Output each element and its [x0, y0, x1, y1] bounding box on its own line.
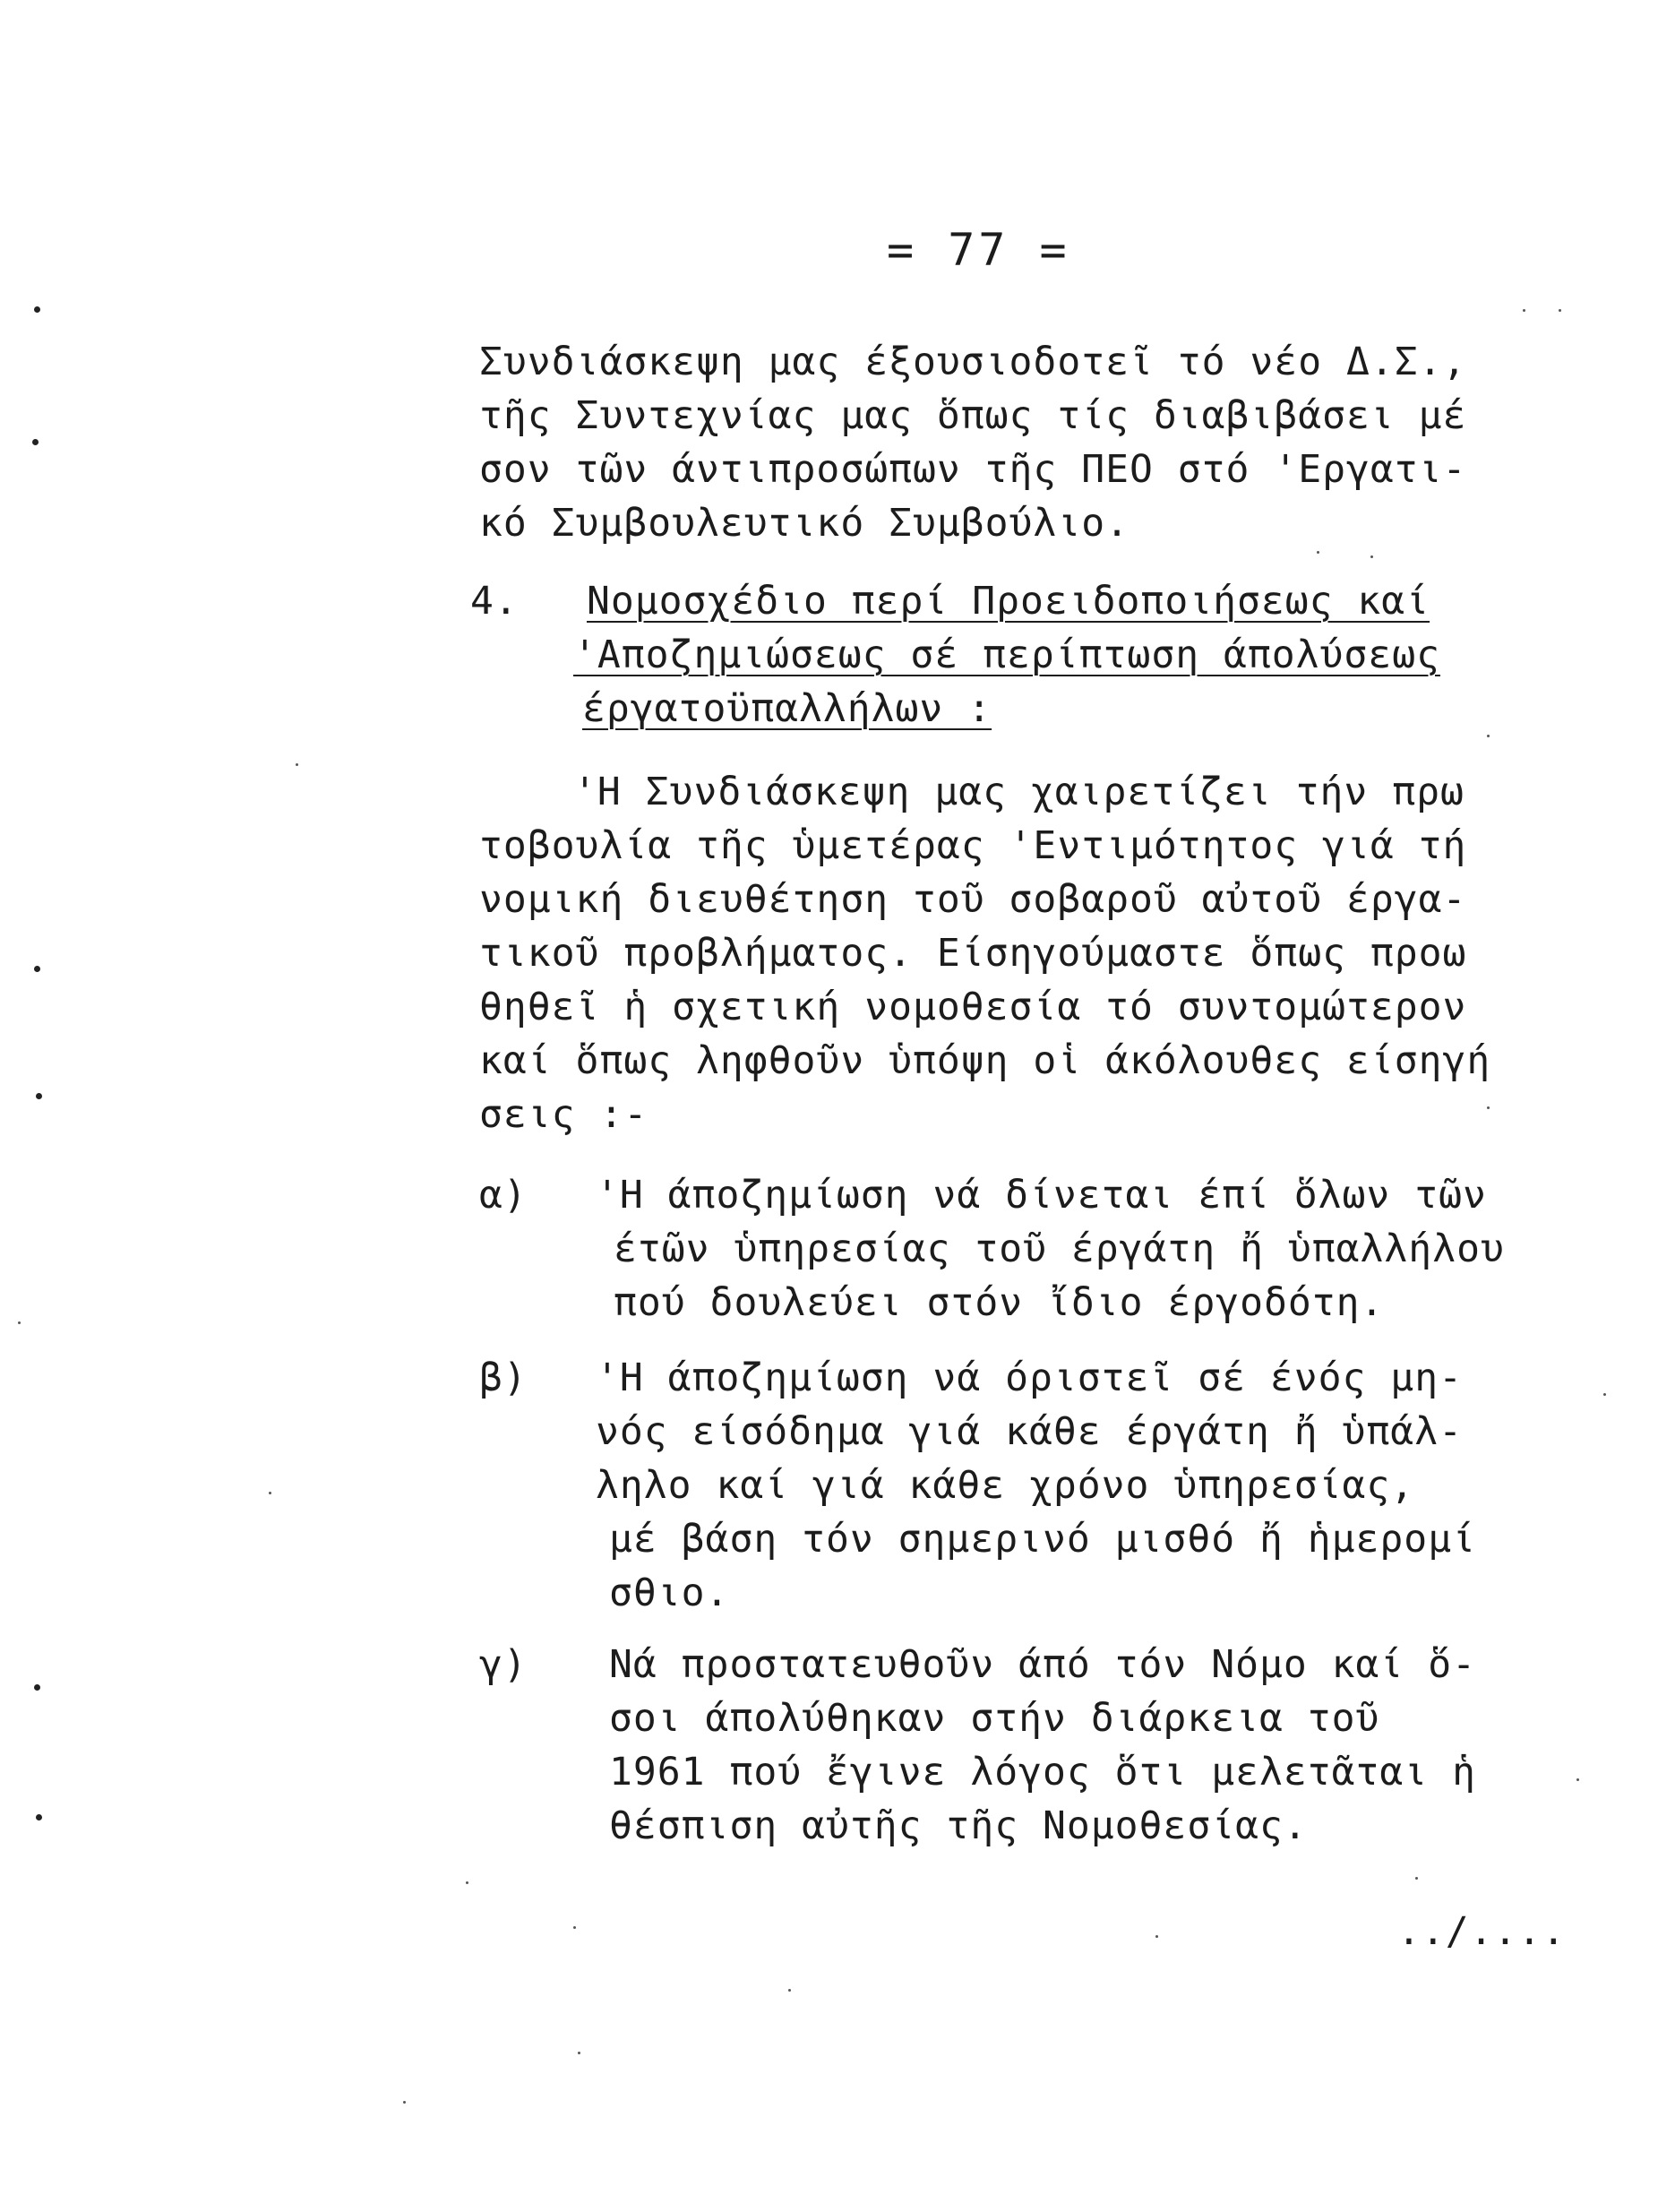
- scan-speck: [296, 763, 298, 766]
- item-marker: β): [479, 1356, 528, 1400]
- item-line: 'Η άποζημίωση νά όριστεῖ σέ ένός μη-: [596, 1356, 1463, 1400]
- margin-mark: [36, 1093, 42, 1099]
- paragraph-line: νομική διευθέτηση τοῦ σοβαροῦ αὐτοῦ έργα-: [479, 877, 1467, 922]
- item-marker: α): [479, 1173, 528, 1218]
- scan-speck: [788, 1989, 791, 1992]
- item-line: έτῶν ὑπηρεσίας τοῦ έργάτη ἤ ὑπαλλήλου: [614, 1226, 1505, 1271]
- item-line: σθιο.: [609, 1571, 730, 1615]
- intro-line: κό Συμβουλευτικό Συμβούλιο.: [479, 501, 1130, 546]
- paragraph-line: σεις :-: [479, 1092, 649, 1137]
- scan-speck: [1576, 1778, 1579, 1781]
- scan-speck: [573, 1926, 576, 1929]
- item-line: νός είσόδημα γιά κάθε έργάτη ἤ ὑπάλ-: [596, 1409, 1463, 1454]
- item-line: πού δουλεύει στόν ἴδιο έργοδότη.: [614, 1280, 1385, 1325]
- intro-line: Συνδιάσκεψη μας έξουσιοδοτεῖ τό νέο Δ.Σ.,: [479, 340, 1467, 384]
- scan-speck: [1155, 1935, 1158, 1938]
- section-title-line: Νομοσχέδιο περί Προειδοποιήσεως καί: [587, 579, 1430, 624]
- margin-mark: [32, 439, 39, 445]
- item-line: ληλο καί γιά κάθε χρόνο ὑπηρεσίας,: [596, 1463, 1415, 1508]
- scan-speck: [1487, 735, 1490, 737]
- scan-speck: [269, 1492, 271, 1494]
- paragraph-line: θηθεῖ ἡ σχετική νομοθεσία τό συντομώτερον: [479, 985, 1467, 1029]
- continuation-marker: ../....: [1397, 1909, 1567, 1954]
- scan-speck: [1487, 1106, 1490, 1109]
- scan-speck: [1603, 1393, 1606, 1396]
- scan-speck: [403, 2101, 406, 2104]
- paragraph-line: 'Η Συνδιάσκεψη μας χαιρετίζει τήν πρω: [573, 770, 1465, 814]
- margin-mark: [36, 1814, 42, 1820]
- scan-speck: [18, 1321, 21, 1324]
- item-line: 'Η άποζημίωση νά δίνεται έπί ὅλων τῶν: [596, 1173, 1487, 1218]
- margin-mark: [34, 306, 40, 313]
- intro-line: τῆς Συντεχνίας μας ὅπως τίς διαβιβάσει μέ: [479, 393, 1467, 438]
- item-line: θέσπιση αὐτῆς τῆς Νομοθεσίας.: [609, 1803, 1308, 1848]
- item-line: 1961 πού ἔγινε λόγος ὅτι μελετᾶται ἡ: [609, 1750, 1476, 1795]
- scan-speck: [1415, 1877, 1418, 1880]
- margin-mark: [34, 966, 40, 972]
- item-marker: γ): [479, 1642, 528, 1687]
- section-number: 4.: [470, 579, 519, 624]
- scan-speck: [1559, 309, 1561, 312]
- scan-speck: [578, 2052, 580, 2054]
- section-title-line: έργατοϋπαλλήλων :: [582, 686, 992, 731]
- paragraph-line: τοβουλία τῆς ὑμετέρας 'Εντιμότητος γιά τή: [479, 823, 1467, 868]
- item-line: μέ βάση τόν σημερινό μισθό ἤ ἡμερομί: [609, 1517, 1476, 1562]
- scan-speck: [466, 1881, 468, 1884]
- intro-line: σον τῶν άντιπροσώπων τῆς ΠΕΟ στό 'Εργατι-: [479, 447, 1467, 492]
- page-number: = 77 =: [887, 224, 1070, 276]
- section-title-line: 'Αποζημιώσεως σέ περίπτωση άπολύσεως: [573, 633, 1440, 677]
- item-line: Νά προστατευθοῦν άπό τόν Νόμο καί ὅ-: [609, 1642, 1476, 1687]
- paragraph-line: τικοῦ προβλήματος. Είσηγούμαστε ὅπως προω: [479, 931, 1467, 976]
- margin-mark: [34, 1684, 40, 1691]
- scan-speck: [1523, 309, 1525, 312]
- item-line: σοι άπολύθηκαν στήν διάρκεια τοῦ: [609, 1696, 1380, 1741]
- paragraph-line: καί ὅπως ληφθοῦν ὑπόψη οἱ άκόλουθες είσηγή: [479, 1038, 1491, 1083]
- scan-speck: [1370, 555, 1373, 558]
- scan-speck: [1317, 551, 1319, 554]
